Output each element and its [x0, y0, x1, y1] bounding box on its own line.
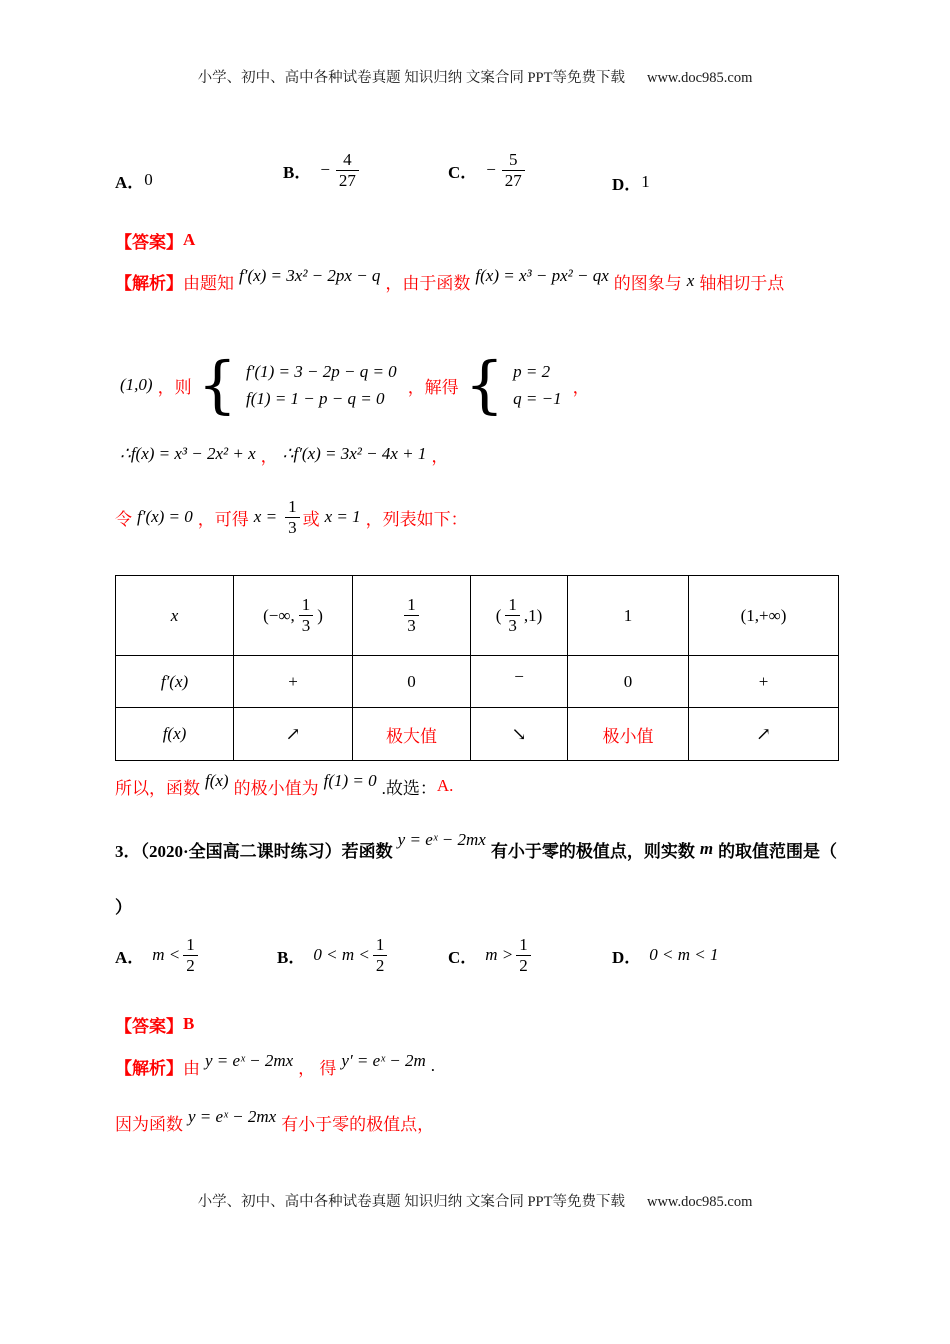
cell-sign: − [514, 666, 524, 686]
q2-option-c-label: C． [448, 162, 478, 182]
formula-x-equals: x = [253, 507, 278, 526]
interval-close: ) [317, 605, 323, 625]
table-row-fprime [116, 656, 839, 708]
analysis-text: 令 [115, 509, 132, 529]
equation-row: f(1) = 1 − p − q = 0 [246, 388, 385, 408]
q2-option-b-sign: − [319, 160, 331, 179]
q3-stem-line-1 [115, 828, 837, 870]
increase-arrow-icon: ↗ [285, 723, 301, 744]
formula-derivative: f′(x) = 3x² − 2px − q [239, 266, 381, 285]
decrease-arrow-icon: ↘ [511, 723, 527, 744]
q2-option-a-label: A． [115, 172, 145, 192]
analysis-text: 或 [302, 509, 320, 529]
fraction-numerator: 1 [186, 934, 195, 954]
analysis-text: 由题知 [183, 273, 234, 293]
analysis-text: 的图象与 [613, 273, 682, 293]
formula-fprime-zero: f′(x) = 0 [137, 507, 193, 526]
maximum-label: 极大值 [386, 726, 437, 746]
formula-y: y = eˣ − 2mx [188, 1107, 277, 1126]
interval-open: (−∞, [263, 605, 295, 625]
q2-option-c-fraction [502, 150, 525, 190]
q2-option-c-sign: − [485, 160, 497, 179]
q3-stem-line-2 [115, 890, 132, 920]
formula-yprime: y′ = eˣ − 2m [341, 1051, 426, 1070]
variation-table [115, 575, 839, 761]
q3-answer-value: B [183, 1014, 195, 1033]
q2-option-d [612, 162, 650, 202]
cell-fx: f(x) [162, 724, 187, 743]
footer-link[interactable]: www.doc985.com [646, 1194, 753, 1210]
table-cell [689, 708, 839, 761]
q2-answer-line [115, 224, 195, 256]
q3-option-c-expr: m > [485, 945, 514, 964]
increase-arrow-icon: ↗ [755, 723, 772, 744]
table-cell [689, 576, 839, 656]
fraction-numerator: 1 [301, 595, 311, 615]
fraction-numerator: 4 [343, 149, 352, 169]
analysis-text: 所以，函数 [115, 778, 200, 798]
table-cell [689, 656, 839, 708]
table-cell [234, 576, 353, 656]
analysis-text: ，列表如下： [365, 509, 468, 529]
q2-option-b-label: B． [283, 162, 312, 182]
interval-open: ( [495, 605, 502, 625]
table-cell [116, 656, 234, 708]
equation-rows [241, 362, 402, 409]
one-third-fraction [285, 497, 300, 537]
stem-text: 的取值范围是（ [718, 841, 838, 861]
stem-text: 有小于零的极值点，则实数 [490, 841, 695, 861]
q3-analysis-line-2 [115, 1104, 434, 1140]
q3-option-a-expr: m < [152, 945, 181, 964]
fraction-numerator: 1 [375, 934, 385, 954]
table-cell [471, 576, 568, 656]
page-footer [0, 1190, 950, 1211]
table-row-x [116, 576, 839, 656]
fraction-denominator: 3 [285, 517, 300, 538]
analysis-text: ，可得 [197, 509, 249, 529]
table-row-fx [116, 708, 839, 761]
cell-sign: + [288, 671, 298, 691]
one-third-fraction [404, 595, 419, 635]
analysis-label: 【解析】 [115, 273, 183, 293]
answer-label: 【答案】 [115, 232, 183, 252]
minimum-label: 极小值 [602, 726, 654, 746]
q3-answer-line [115, 1008, 194, 1040]
one-third-fraction [299, 595, 314, 635]
table-cell [116, 708, 234, 761]
equation-system-1 [197, 347, 402, 421]
analysis-text: ， [431, 446, 449, 466]
analysis-text: ，则 [157, 377, 192, 397]
table-cell [568, 576, 689, 656]
q2-option-d-value: 1 [641, 172, 650, 191]
equation-row: p = 2 [513, 361, 551, 381]
variable-m: m [699, 839, 714, 858]
fraction-numerator: 1 [288, 496, 297, 516]
answer-label: 【答案】 [115, 1016, 183, 1036]
q2-option-b-fraction [336, 150, 359, 190]
q3-option-b [277, 925, 390, 985]
analysis-text: ，由于函数 [385, 273, 471, 293]
fraction-denominator: 3 [505, 615, 520, 636]
analysis-label: 【解析】 [115, 1058, 183, 1078]
formula-fx: f(x) [205, 771, 229, 790]
q2-option-a [115, 160, 153, 200]
analysis-text: ， [260, 446, 278, 466]
left-brace-icon: { [197, 347, 238, 421]
q3-option-c-fraction [516, 935, 531, 975]
q2-option-a-value: 0 [144, 170, 153, 189]
table-cell [471, 708, 568, 761]
left-brace-icon: { [464, 347, 505, 421]
cell-sign: + [758, 671, 769, 691]
q2-option-b [283, 140, 362, 200]
q3-option-d [612, 925, 719, 985]
fraction-denominator: 2 [183, 955, 198, 976]
one-third-fraction [505, 595, 520, 635]
formula-f1-zero: f(1) = 0 [323, 771, 377, 790]
conclusion-text: .故选： [381, 778, 437, 798]
equation-system-2 [464, 347, 567, 421]
formula-function: f(x) = x³ − px² − qx [475, 266, 609, 285]
analysis-text: ， [572, 377, 590, 397]
header-text: 小学、初中、高中各种试卷真题 知识归纳 文案合同 PPT等免费下载 [197, 70, 625, 86]
fraction-numerator: 5 [509, 149, 518, 169]
table-cell [568, 708, 689, 761]
fraction-numerator: 1 [508, 595, 517, 615]
formula-y: y = eˣ − 2mx [205, 1051, 294, 1070]
q3-option-b-fraction [373, 935, 388, 975]
q3-option-b-label: B． [277, 947, 306, 967]
cell-interval: (1,+∞) [740, 605, 787, 625]
q2-conclusion-line [115, 768, 453, 804]
interval-close: ,1) [523, 605, 543, 625]
q3-option-d-label: D． [612, 947, 642, 967]
table-cell [568, 656, 689, 708]
fraction-numerator: 1 [407, 595, 416, 615]
table-cell [234, 656, 353, 708]
q2-analysis-line-3 [115, 438, 448, 470]
fraction-denominator: 2 [516, 955, 531, 976]
cell-one: 1 [623, 605, 633, 625]
analysis-text: ， 得 [298, 1058, 337, 1078]
table-cell [353, 708, 471, 761]
analysis-text: 的极小值为 [233, 778, 319, 798]
fraction-denominator: 27 [336, 170, 359, 191]
fraction-denominator: 3 [299, 615, 314, 636]
table-cell [234, 708, 353, 761]
q2-option-d-label: D． [612, 174, 642, 194]
q3-option-c [448, 925, 534, 985]
analysis-text: 有小于零的极值点， [281, 1114, 435, 1134]
fraction-numerator: 1 [519, 934, 528, 954]
fraction-denominator: 3 [404, 615, 419, 636]
analysis-period: . [430, 1056, 435, 1075]
q2-answer-value: A [183, 230, 196, 249]
fraction-denominator: 2 [373, 955, 388, 976]
equation-row: f′(1) = 3 − 2p − q = 0 [246, 361, 397, 381]
q3-option-a [115, 925, 201, 985]
q2-analysis-line-1 [115, 263, 784, 299]
stem-close-paren: ） [115, 897, 132, 917]
analysis-text: 轴相切于点 [699, 273, 785, 293]
formula-fx: ∴f(x) = x³ − 2x² + x [120, 444, 256, 463]
formula-point: (1,0) [120, 375, 153, 394]
cell-sign: 0 [623, 671, 633, 691]
table-cell [471, 656, 568, 708]
q3-option-a-label: A． [115, 947, 145, 967]
footer-text: 小学、初中、高中各种试卷真题 知识归纳 文案合同 PPT等免费下载 [197, 1194, 625, 1210]
formula-fprime: ∴f′(x) = 3x² − 4x + 1 [282, 444, 427, 463]
q3-option-d-expr: 0 < m < 1 [649, 945, 719, 964]
question-number-and-source: 3．（2020·全国高二课时练习）若函数 [115, 841, 393, 861]
equation-row: q = −1 [513, 388, 562, 408]
q3-option-c-label: C． [448, 947, 478, 967]
equation-rows [508, 362, 566, 409]
formula-x: x [686, 271, 695, 290]
chosen-answer: A. [436, 776, 454, 795]
header-link[interactable]: www.doc985.com [646, 70, 753, 86]
table-cell [353, 656, 471, 708]
table-cell [116, 576, 234, 656]
q3-option-b-expr: 0 < m < [313, 945, 370, 964]
analysis-text: 由 [183, 1058, 200, 1078]
table-cell [353, 576, 471, 656]
q2-analysis-line-2 [115, 345, 590, 425]
analysis-text: ，解得 [407, 377, 459, 397]
formula-y: y = eˣ − 2mx [397, 830, 486, 849]
q2-analysis-line-4 [115, 488, 468, 546]
cell-fprime: f′(x) [160, 671, 189, 691]
q3-analysis-line-1 [115, 1048, 435, 1084]
formula-x-equals-one: x = 1 [324, 507, 361, 526]
page-header [0, 66, 950, 87]
q2-option-c [448, 140, 528, 200]
cell-sign: 0 [407, 671, 416, 691]
cell-x: x [170, 605, 179, 625]
q3-option-a-fraction [183, 935, 198, 975]
analysis-text: 因为函数 [115, 1114, 183, 1134]
fraction-denominator: 27 [502, 170, 525, 191]
